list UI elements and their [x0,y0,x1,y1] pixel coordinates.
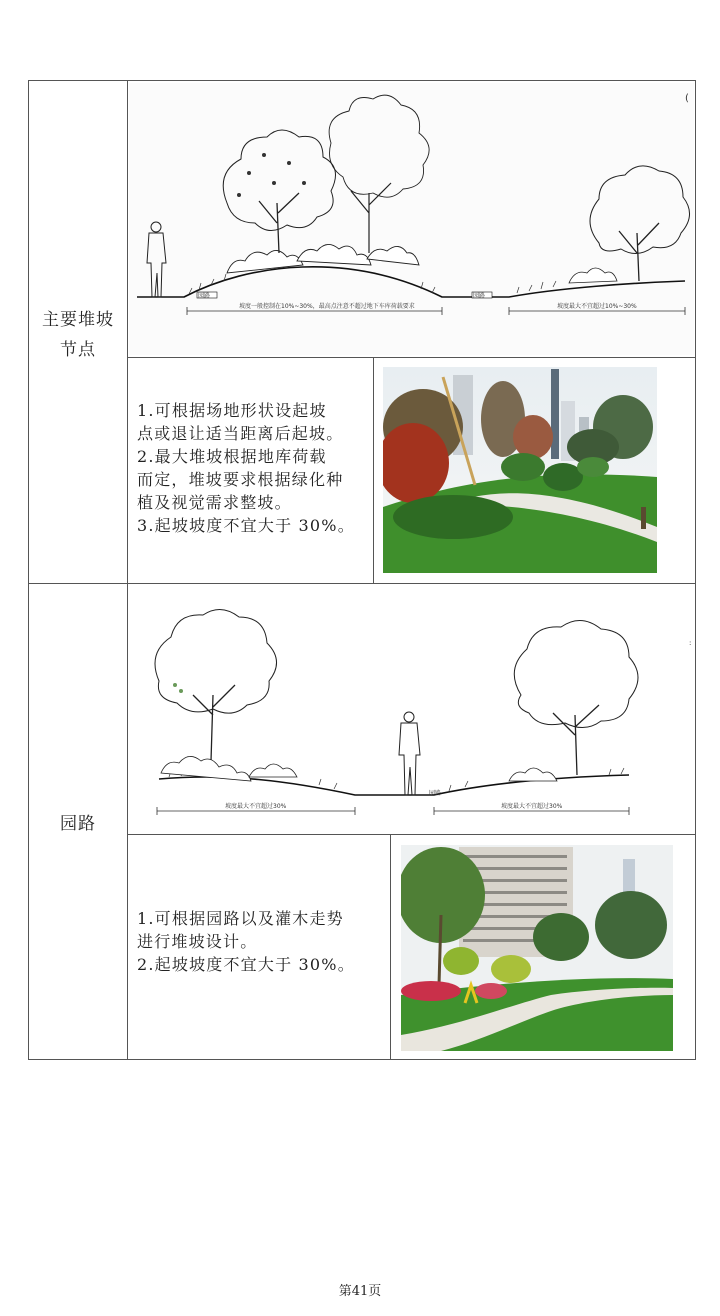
description-line: 2.起坡坡度不宜大于 30%。 [137,955,355,974]
slope-note: 坡度最大不宜超过30% [501,803,563,810]
path-label: 园路 [473,292,486,300]
svg-text:(: ( [685,93,689,104]
section-divider [29,583,695,584]
row-divider [127,834,695,835]
slope-note: 坡度最大不宜超过30% [225,803,287,810]
description-line: 3.起坡坡度不宜大于 30%。 [137,516,355,535]
garden-path-section-drawing [129,585,694,833]
description-line: 2.最大堆坡根据地库荷载 [137,447,327,466]
description-line: 1.可根据场地形状设起坡 [137,401,327,420]
description-line: 植及视觉需求整坡。 [137,493,292,512]
row-divider [127,357,695,358]
design-table [28,80,696,1060]
row-label-line: 节点 [60,340,96,360]
text-photo-divider [390,834,391,1059]
path-label: 园路 [198,292,211,300]
row-label-line: 主要堆坡 [42,310,114,330]
row-label-line: 园路 [60,814,96,834]
garden-path-description [137,907,387,976]
column-divider [127,81,128,1059]
mound-description [137,399,369,537]
row-label-garden-path [29,809,127,839]
svg-text::: : [689,639,692,647]
slope-note: 坡度一般控制在10%~30%，最高点注意不超过地下车库荷载要求 [239,303,415,310]
description-line: 而定，堆坡要求根据绿化种 [137,470,344,489]
mound-section-drawing [129,83,694,355]
description-line: 点或退让适当距离后起坡。 [137,424,344,443]
text-photo-divider [373,357,374,583]
page-number: 第41页 [338,1284,382,1299]
description-line: 1.可根据园路以及灌木走势 [137,909,344,928]
mound-example-photo [383,367,657,573]
slope-note: 坡度最大不宜超过10%~30% [557,303,637,310]
row-label-main-mound [29,305,127,365]
description-line: 进行堆坡设计。 [137,932,258,951]
path-label: 园路 [429,790,442,797]
garden-path-example-photo [401,845,673,1051]
